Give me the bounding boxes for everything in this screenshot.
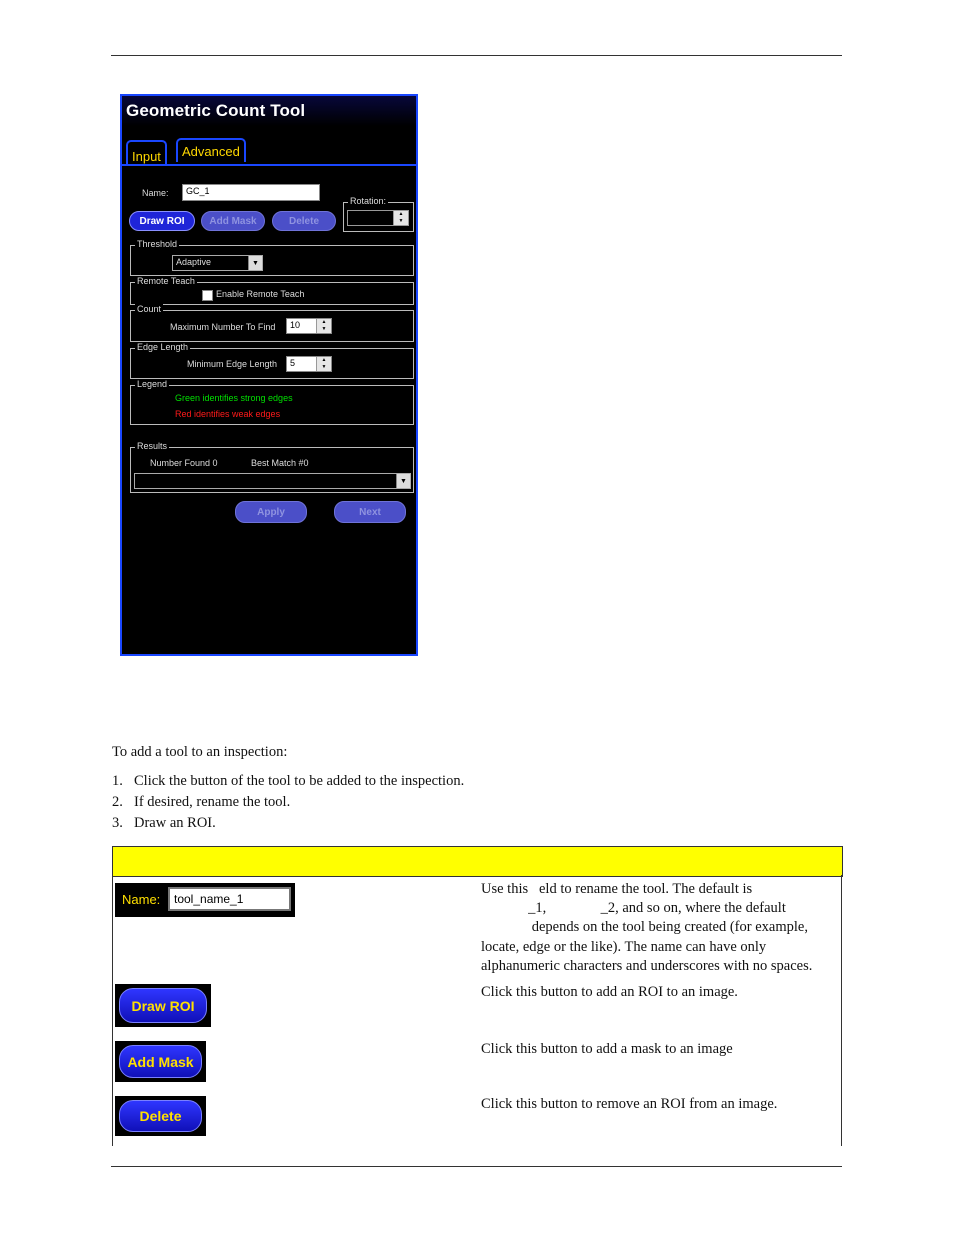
spin-arrows-icon[interactable]: ▲ ▼	[316, 357, 331, 371]
description-line: alphanumeric characters and underscores with no spaces.	[481, 957, 813, 974]
remote-teach-group	[130, 276, 414, 305]
draw-roi-image	[115, 984, 211, 1027]
legend-green-text: Green identifies strong edges	[175, 393, 293, 403]
add-mask-button[interactable]: Add Mask	[201, 211, 265, 231]
next-button[interactable]: Next	[334, 501, 406, 523]
table-left-border	[112, 875, 113, 1146]
number-found-text: Number Found 0	[150, 458, 218, 468]
step-text: If desired, rename the tool.	[134, 794, 291, 810]
edge-length-group	[130, 342, 414, 379]
delete-button[interactable]: Delete	[272, 211, 336, 231]
draw-roi-button[interactable]: Draw ROI	[129, 211, 195, 231]
chevron-down-icon[interactable]: ▼	[248, 256, 262, 270]
description-line: _1, _2, and so on, where the default	[481, 900, 786, 917]
threshold-select[interactable]	[172, 255, 263, 271]
results-title: Results	[137, 441, 168, 451]
geometric-count-tool-panel	[120, 94, 418, 656]
count-title: Count	[137, 304, 162, 314]
spin-arrows-icon[interactable]: ▲ ▼	[316, 319, 331, 333]
panel-title-bar	[122, 96, 416, 126]
max-number-value: 10	[290, 320, 301, 330]
footer-rule	[111, 1166, 842, 1167]
min-edge-length-value: 5	[290, 358, 296, 368]
name-field-description	[481, 880, 841, 976]
tab-underline	[122, 164, 416, 166]
add-mask-image	[115, 1041, 206, 1082]
rotation-stepper[interactable]	[347, 210, 409, 226]
draw-roi-description: Click this button to add an ROI to an image.	[481, 984, 738, 1000]
legend-title: Legend	[137, 379, 168, 389]
chevron-down-icon[interactable]: ▼	[396, 474, 410, 488]
results-group	[130, 441, 414, 493]
legend-group	[130, 379, 414, 425]
tab-advanced[interactable]: Advanced	[176, 138, 246, 162]
count-group	[130, 304, 414, 342]
results-select[interactable]	[134, 473, 411, 489]
name-image-label: Name:	[122, 892, 161, 907]
panel-title: Geometric Count Tool	[126, 101, 306, 120]
step-number: 3.	[112, 815, 123, 831]
threshold-title: Threshold	[137, 239, 178, 249]
description-line: depends on the tool being created (for example,	[481, 919, 808, 936]
rotation-label: Rotation:	[350, 196, 387, 206]
max-number-stepper[interactable]	[286, 318, 332, 334]
edge-length-title: Edge Length	[137, 342, 189, 352]
step-number: 1.	[112, 773, 123, 789]
add-mask-description: Click this button to add a mask to an image	[481, 1041, 733, 1057]
add-mask-image-label: Add Mask	[119, 1045, 202, 1078]
enable-remote-teach-label: Enable Remote Teach	[216, 289, 305, 299]
name-input[interactable]: GC_1	[182, 184, 320, 201]
legend-red-text: Red identifies weak edges	[175, 409, 281, 419]
rotation-group	[343, 196, 414, 232]
threshold-value: Adaptive	[176, 257, 212, 267]
max-number-label: Maximum Number To Find	[170, 322, 276, 332]
apply-button[interactable]: Apply	[235, 501, 307, 523]
description-line: Use this eld to rename the tool. The default is	[481, 881, 753, 897]
min-edge-length-stepper[interactable]	[286, 356, 332, 372]
tab-input[interactable]: Input	[126, 140, 167, 166]
draw-roi-image-label: Draw ROI	[119, 988, 207, 1023]
delete-image	[115, 1096, 206, 1136]
name-label: Name:	[142, 188, 169, 198]
enable-remote-teach-checkbox[interactable]	[202, 290, 213, 301]
intro-text: To add a tool to an inspection:	[112, 744, 288, 760]
delete-image-label: Delete	[119, 1100, 202, 1132]
step-text: Draw an ROI.	[134, 815, 216, 831]
description-line: locate, edge or the like). The name can have only	[481, 938, 767, 955]
table-header	[112, 846, 843, 877]
delete-description: Click this button to remove an ROI from an image.	[481, 1096, 778, 1112]
spin-arrows-icon[interactable]: ▲ ▼	[393, 211, 408, 225]
name-image-input: tool_name_1	[168, 887, 291, 911]
best-match-text: Best Match #0	[251, 458, 309, 468]
header-rule	[111, 55, 842, 56]
step-text: Click the button of the tool to be added to the inspection.	[134, 773, 465, 789]
remote-teach-title: Remote Teach	[137, 276, 195, 286]
table-right-border	[841, 875, 842, 1146]
threshold-group	[130, 239, 414, 276]
name-field-image	[115, 883, 295, 917]
step-number: 2.	[112, 794, 123, 810]
min-edge-length-label: Minimum Edge Length	[187, 359, 278, 369]
